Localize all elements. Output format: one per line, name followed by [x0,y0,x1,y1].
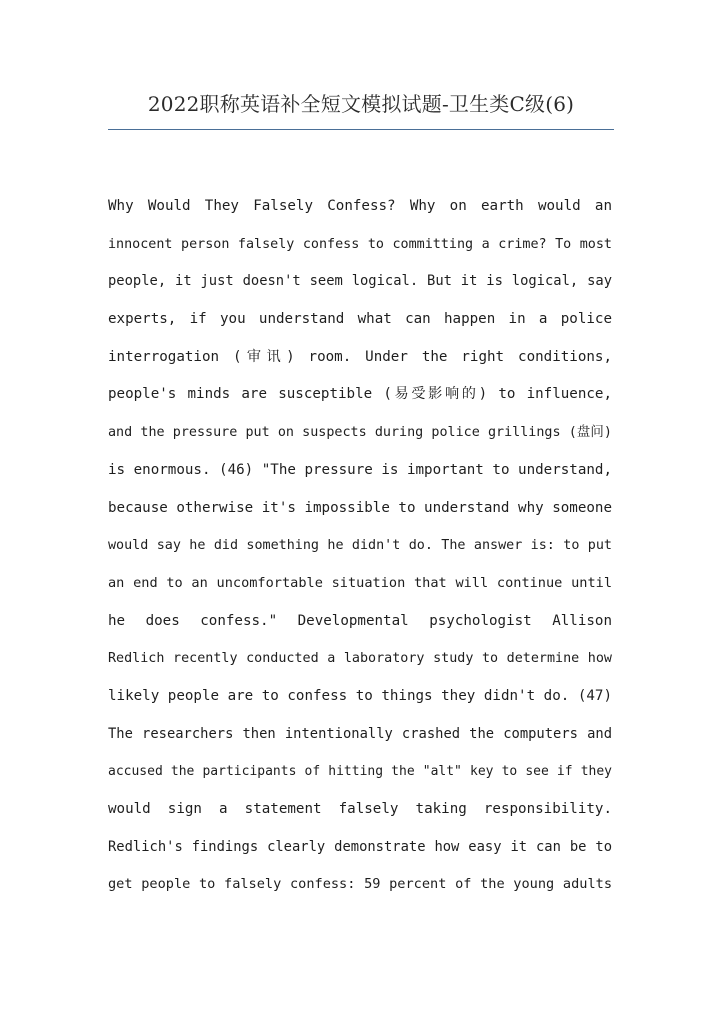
passage-line: interrogation (审讯) room. Under the right conditions, [108,348,612,365]
passage-line: because otherwise it's impossible to understand why someone [108,499,612,516]
passage-line: Why Would They Falsely Confess? Why on earth would an [108,198,612,214]
passage-line: people, it just doesn't seem logical. But it is logical, say [108,273,612,290]
passage-line: Redlich's findings clearly demonstrate how easy it can be to [108,838,612,855]
passage-line: accused the participants of hitting the "alt" key to see if they [108,764,612,780]
passage-line: get people to falsely confess: 59 percent of the young adults [108,876,612,893]
passage-line: would say he did something he didn't do. The answer is: to put [108,538,612,554]
passage-line: likely people are to confess to things they didn't do. (47) [108,687,612,704]
page-title: 2022职称英语补全短文模拟试题-卫生类C级(6) [147,92,575,116]
passage-line: people's minds are susceptible (易受影响的) to influence, [108,386,612,403]
passage-line: he does confess." Developmental psychologist Allison [108,612,612,629]
passage-line: an end to an uncomfortable situation that will continue until [108,574,612,591]
passage-body [108,188,612,904]
passage-line: is enormous. (46) "The pressure is important to understand, [108,461,612,478]
passage-line: and the pressure put on suspects during police grillings (盘问) [108,425,612,441]
passage-line: Redlich recently conducted a laboratory study to determine how [108,651,612,667]
title-underline [108,129,614,130]
passage-line: innocent person falsely confess to committing a crime? To most [108,236,612,252]
passage-line: would sign a statement falsely taking responsibility. [108,801,612,817]
passage-line: The researchers then intentionally crashed the computers and [108,725,612,742]
passage-line: experts, if you understand what can happen in a police [108,311,612,328]
